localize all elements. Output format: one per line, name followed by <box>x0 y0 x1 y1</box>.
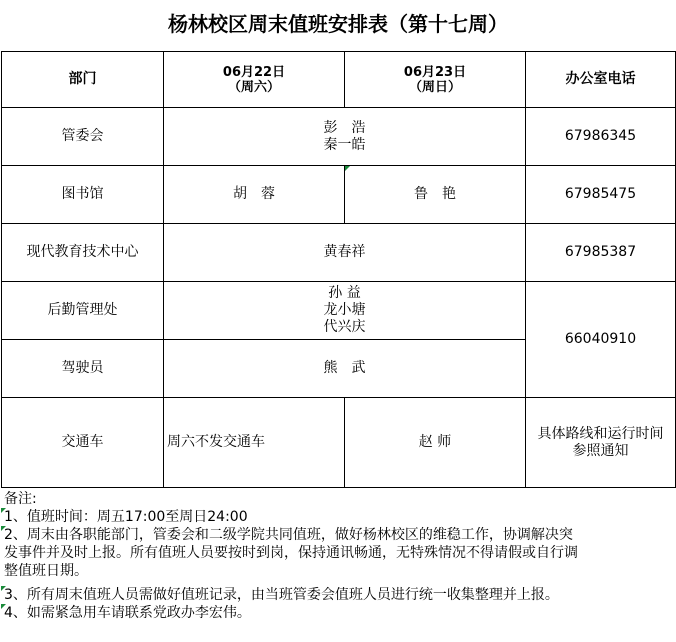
table-row-library <box>2 166 676 224</box>
shuttle-sun: 赵 师 <box>345 398 526 488</box>
header-saturday <box>164 52 345 108</box>
committee-dept: 管委会 <box>2 108 164 166</box>
note-2-line-2: 发事件并及时上报。所有值班人员要按时到岗，保持通讯畅通，无特殊情况不得请假或自行调 <box>4 545 578 561</box>
shared-phone: 66040910 <box>526 282 676 398</box>
duty-schedule-table <box>1 51 676 488</box>
note-4 <box>4 604 672 622</box>
table-header-row <box>2 52 676 108</box>
header-sun-date: 06月23日 <box>403 64 467 80</box>
committee-person-1: 彭 浩 <box>323 119 366 136</box>
library-phone: 67985475 <box>526 166 676 224</box>
table-row-logistics <box>2 282 676 340</box>
library-sat: 胡 蓉 <box>164 166 345 224</box>
committee-person-2: 秦一皓 <box>323 136 366 153</box>
header-phone: 办公室电话 <box>526 52 676 108</box>
edutech-duty: 黄春祥 <box>164 224 526 282</box>
logistics-dept: 后勤管理处 <box>2 282 164 340</box>
note-2 <box>4 526 672 580</box>
comment-marker-icon <box>1 508 6 513</box>
logistics-person-2: 龙小塘 <box>323 302 366 318</box>
header-sunday <box>345 52 526 108</box>
header-sat-day: （周六） <box>227 79 280 95</box>
table-row-committee <box>2 108 676 166</box>
committee-duty <box>164 108 526 166</box>
note-1-text: 1、值班时间：周五17:00至周日24:00 <box>4 509 248 525</box>
note-4-text: 4、如需紧急用车请联系党政办李宏伟。 <box>4 605 251 621</box>
header-dept: 部门 <box>2 52 164 108</box>
logistics-person-3: 代兴庆 <box>323 319 366 335</box>
shuttle-dept: 交通车 <box>2 398 164 488</box>
comment-marker-icon <box>1 586 6 591</box>
library-sun: 鲁 艳 <box>345 166 526 224</box>
note-1 <box>4 508 672 526</box>
header-sat-date: 06月22日 <box>222 64 286 80</box>
comment-marker-icon <box>1 526 6 531</box>
note-2-line-3: 整值班日期。 <box>4 563 88 579</box>
logistics-person-1: 孙 益 <box>328 285 361 301</box>
committee-phone: 67986345 <box>526 108 676 166</box>
driver-duty: 熊 武 <box>164 340 526 398</box>
table-row-shuttle <box>2 398 676 488</box>
shuttle-phone <box>526 398 676 488</box>
page-title: 杨林校区周末值班安排表（第十七周） <box>168 12 508 36</box>
header-sun-day: （周日） <box>408 79 461 95</box>
comment-marker-icon <box>1 604 6 609</box>
shuttle-info-2: 参照通知 <box>572 442 629 459</box>
note-3-text: 3、所有周末值班人员需做好值班记录，由当班管委会值班人员进行统一收集整理并上报。 <box>4 587 559 603</box>
table-row-edutech <box>2 224 676 282</box>
notes-heading: 备注: <box>4 491 37 507</box>
shuttle-info-1: 具体路线和运行时间 <box>537 425 664 442</box>
library-dept: 图书馆 <box>2 166 164 224</box>
notes-section <box>4 490 672 622</box>
note-2-line-1: 2、周末由各职能部门，管委会和二级学院共同值班，做好杨林校区的维稳工作，协调解决突 <box>4 527 573 543</box>
driver-dept: 驾驶员 <box>2 340 164 398</box>
note-3 <box>4 586 672 604</box>
edutech-dept: 现代教育技术中心 <box>2 224 164 282</box>
shuttle-sat: 周六不发交通车 <box>164 398 345 488</box>
edutech-phone: 67985387 <box>526 224 676 282</box>
logistics-duty <box>164 282 526 340</box>
